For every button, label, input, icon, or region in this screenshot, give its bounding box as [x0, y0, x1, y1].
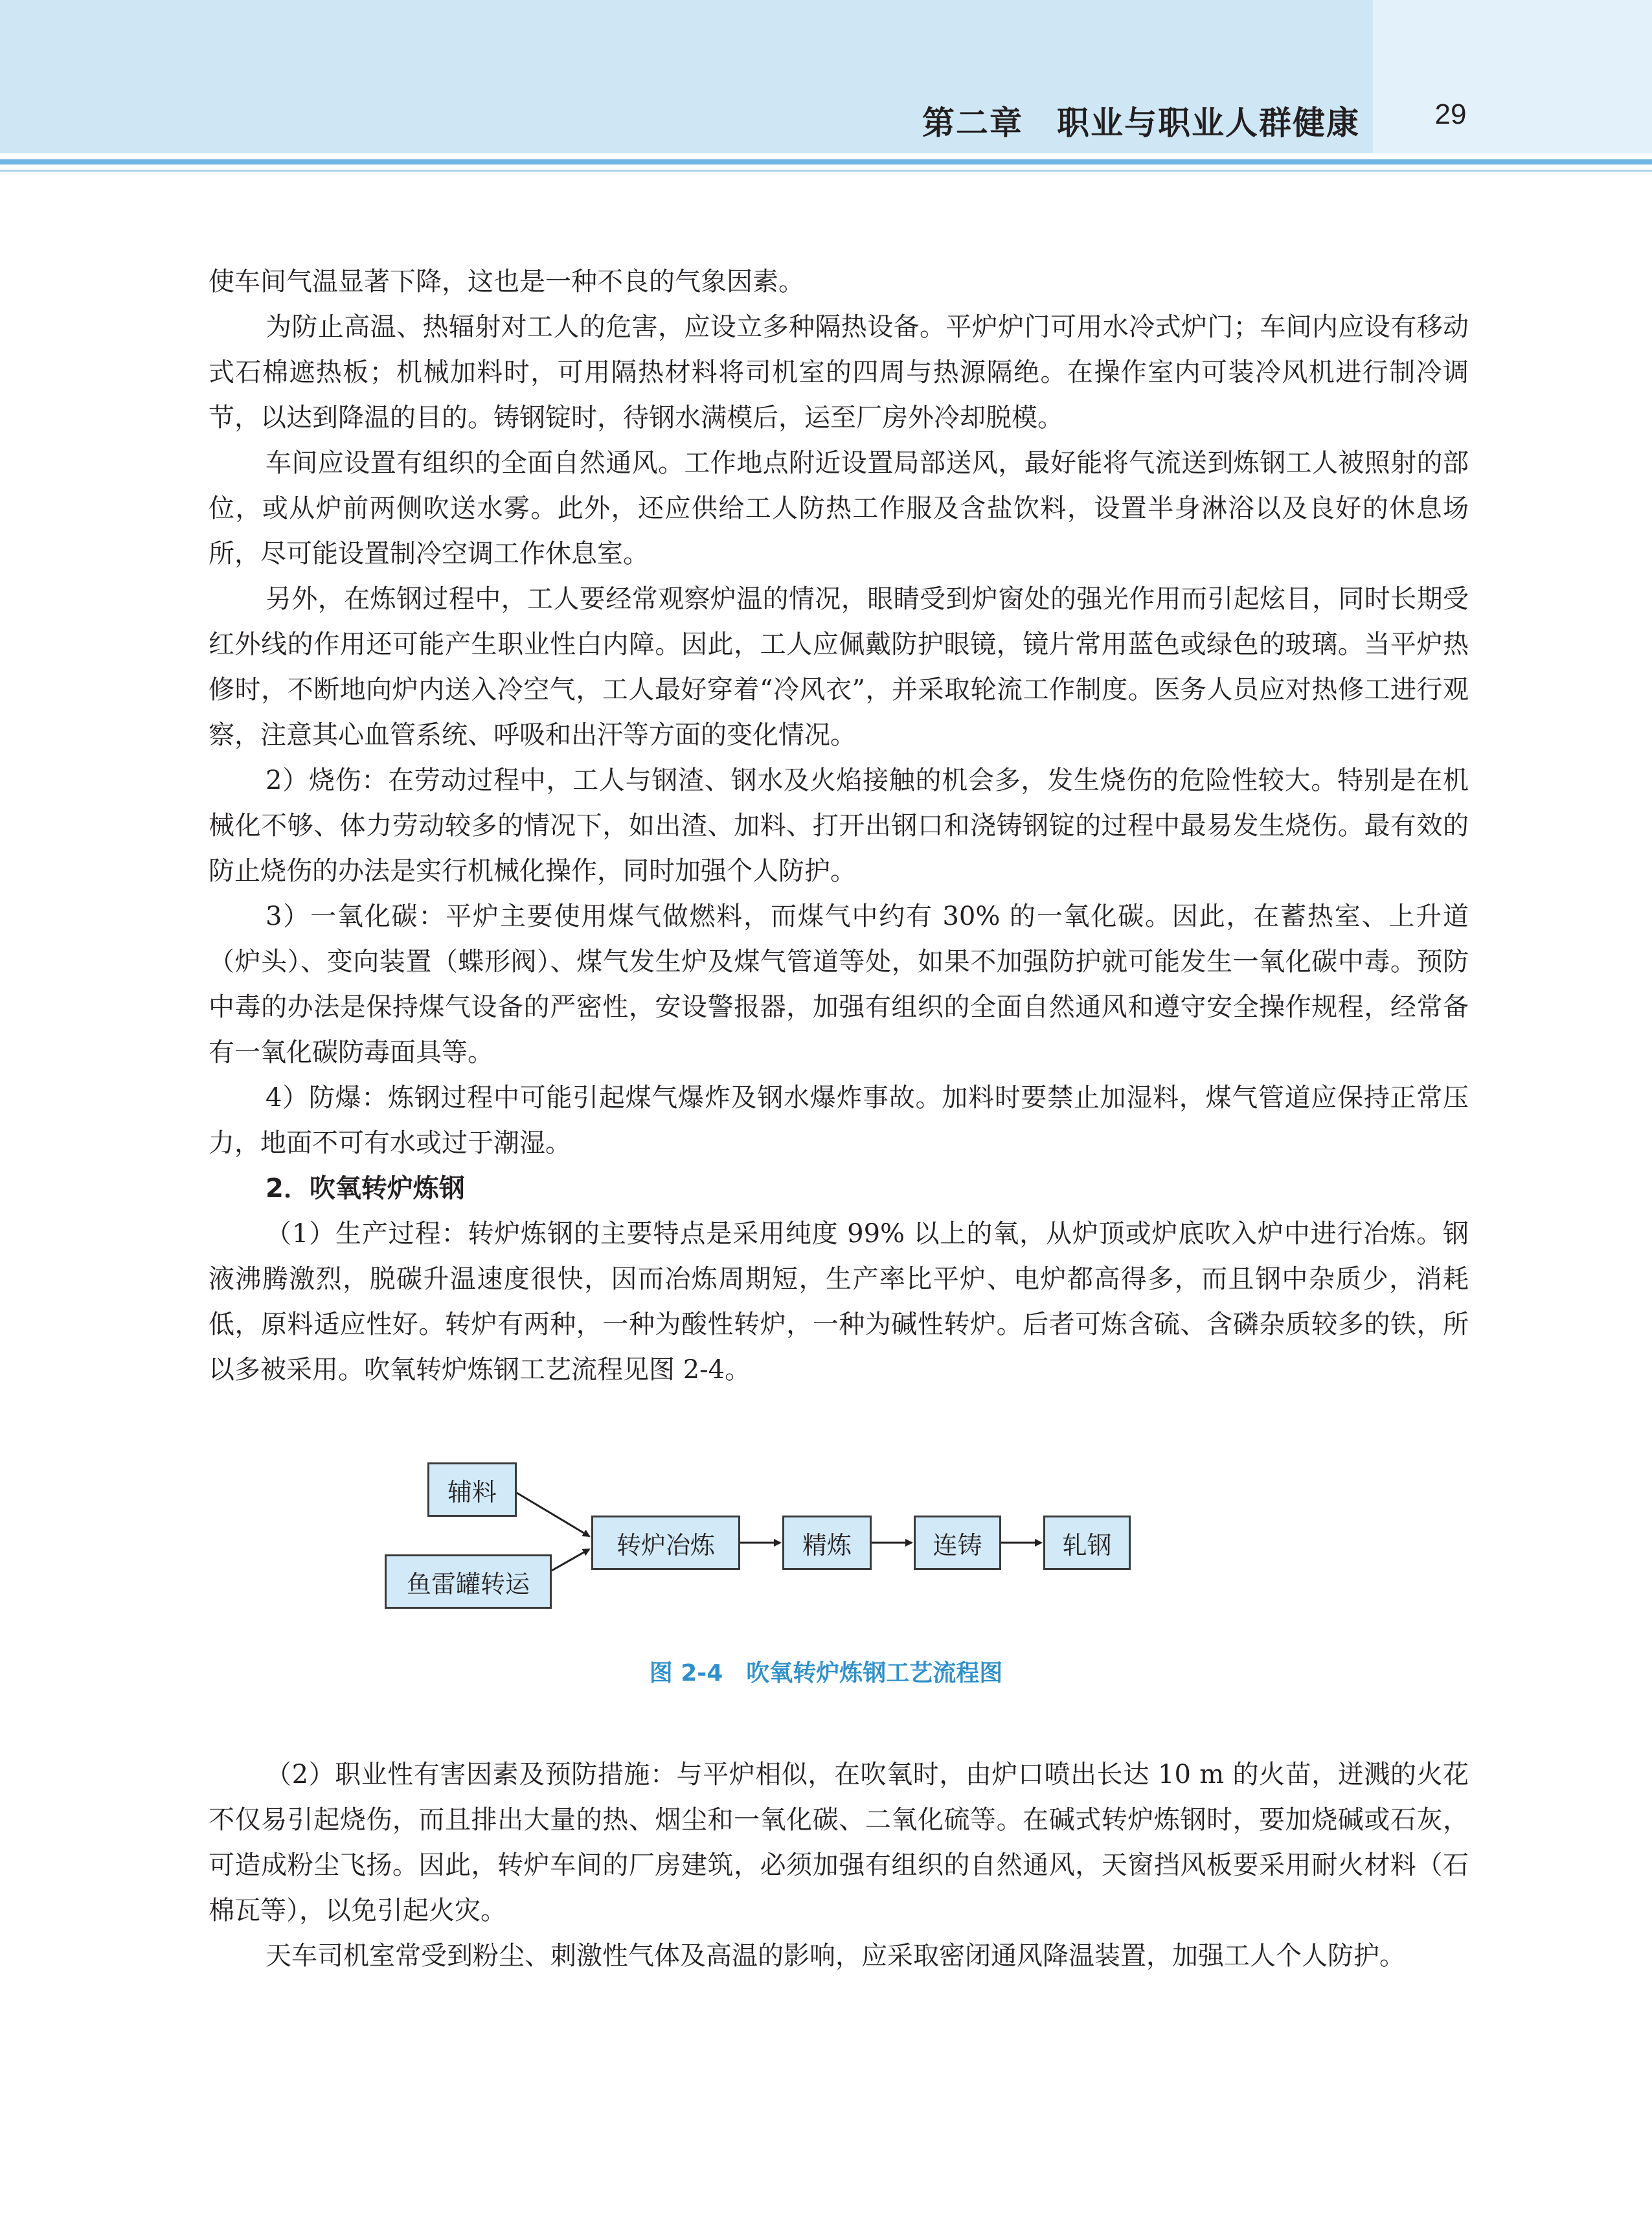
header-rule	[0, 159, 1652, 165]
chapter-title: 第二章 职业与职业人群健康	[922, 104, 1360, 142]
node-auxiliary-material: 辅料	[427, 1462, 517, 1517]
paragraph: （2）职业性有害因素及预防措施：与平炉相似，在吹氧时，由炉口喷出长达 10 m 的火苗，迸溅的火花不仅易引起烧伤，而且排出大量的热、烟尘和一氧化碳、二氧化硫等。在碱式转炉炼钢时，要加烧碱或石灰，可造成粉尘飞扬。因此，转炉车间的厂房建筑，必须加强有组织的自然通风，天窗挡风板要采用耐火材料（石棉瓦等），以免引起火灾。	[209, 1760, 1469, 1925]
body-text-lower	[209, 1752, 1469, 1979]
section-heading: 2．吹氧转炉炼钢	[266, 1174, 465, 1203]
arrow-fuliao-to-converter	[517, 1493, 589, 1536]
header-rule-thin	[0, 170, 1652, 172]
figure-caption: 图 2-4 吹氧转炉炼钢工艺流程图	[649, 1660, 1003, 1687]
paragraph: 使车间气温显著下降，这也是一种不良的气象因素。	[209, 267, 804, 297]
node-continuous-casting: 连铸	[914, 1516, 1001, 1570]
arrow-torpedo-to-converter	[552, 1549, 589, 1571]
node-converter-smelting: 转炉冶炼	[591, 1516, 740, 1570]
node-torpedo-transfer: 鱼雷罐转运	[385, 1554, 552, 1609]
node-rolling: 轧钢	[1043, 1516, 1131, 1570]
process-flow-diagram	[376, 1451, 1153, 1632]
paragraph: 4）防爆：炼钢过程中可能引起煤气爆炸及钢水爆炸事故。加料时要禁止加湿料，煤气管道应保持正常压力，地面不可有水或过于潮湿。	[209, 1083, 1469, 1158]
paragraph: 3）一氧化碳：平炉主要使用煤气做燃料，而煤气中约有 30% 的一氧化碳。因此，在蓄热室、上升道（炉头）、变向装置（蝶形阀）、煤气发生炉及煤气管道等处，如果不加强防护就可能发生一氧化碳中毒。预防中毒的办法是保持煤气设备的严密性，安设警报器，加强有组织的全面自然通风和遵守安全操作规程，经常备有一氧化碳防毒面具等。	[209, 902, 1469, 1067]
paragraph: 另外，在炼钢过程中，工人要经常观察炉温的情况，眼睛受到炉窗处的强光作用而引起炫目，同时长期受红外线的作用还可能产生职业性白内障。因此，工人应佩戴防护眼镜，镜片常用蓝色或绿色的玻璃。当平炉热修时，不断地向炉内送入冷空气，工人最好穿着“冷风衣”，并采取轮流工作制度。医务人员应对热修工进行观察，注意其心血管系统、呼吸和出汗等方面的变化情况。	[209, 584, 1469, 750]
paragraph: 为防止高温、热辐射对工人的危害，应设立多种隔热设备。平炉炉门可用水冷式炉门；车间内应设有移动式石棉遮热板；机械加料时，可用隔热材料将司机室的四周与热源隔绝。在操作室内可装冷风机进行制冷调节，以达到降温的目的。铸钢锭时，待钢水满模后，运至厂房外冷却脱模。	[209, 312, 1469, 433]
paragraph: 车间应设置有组织的全面自然通风。工作地点附近设置局部送风，最好能将气流送到炼钢工人被照射的部位，或从炉前两侧吹送水雾。此外，还应供给工人防热工作服及含盐饮料，设置半身淋浴以及良好的休息场所，尽可能设置制冷空调工作休息室。	[209, 448, 1469, 569]
paragraph: 天车司机室常受到粉尘、刺激性气体及高温的影响，应采取密闭通风降温装置，加强工人个人防护。	[266, 1941, 1405, 1971]
paragraph: （1）生产过程：转炉炼钢的主要特点是采用纯度 99% 以上的氧，从炉顶或炉底吹入炉中进行冶炼。钢液沸腾激烈，脱碳升温速度很快，因而冶炼周期短，生产率比平炉、电炉都高得多，而且钢中杂质少，消耗低，原料适应性好。转炉有两种，一种为酸性转炉，一种为碱性转炉。后者可炼含硫、含磷杂质较多的铁，所以多被采用。吹氧转炉炼钢工艺流程见图 2-4。	[209, 1219, 1469, 1385]
node-refining: 精炼	[782, 1516, 872, 1570]
body-text-upper	[209, 259, 1469, 1392]
page-number: 29	[1434, 98, 1467, 130]
paragraph: 2）烧伤：在劳动过程中，工人与钢渣、钢水及火焰接触的机会多，发生烧伤的危险性较大。特别是在机械化不够、体力劳动较多的情况下，如出渣、加料、打开出钢口和浇铸钢锭的过程中最易发生烧伤。最有效的防止烧伤的办法是实行机械化操作，同时加强个人防护。	[209, 766, 1469, 886]
